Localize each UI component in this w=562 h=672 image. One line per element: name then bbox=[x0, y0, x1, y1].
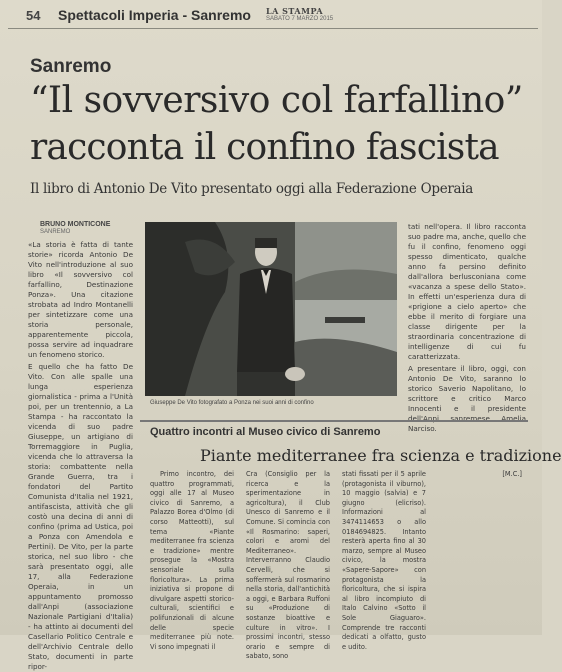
issue-date: SABATO 7 MARZO 2015 bbox=[266, 16, 334, 22]
sidebar-paragraph: Cra (Consiglio per la ricerca e la sperimentazione in agricoltura), il Club Unesco di Sanremo e il Comune. Si comincia con «Il Rosmarino: saperi, colori e aromi del Mediterraneo». Interverranno Claudio Cervelli, che si soffermerà sul rosmarino nella storia, dall'antichità a oggi, e Barbara Ruffoni su «Produzione di sostanze bioattive e culture in vitro». I prossimi incontri, stesso orario e sempre di sabato, sono bbox=[246, 470, 330, 661]
article-kicker: Sanremo bbox=[30, 56, 112, 77]
sidebar-kicker: Quattro incontri al Museo civico di Sanremo bbox=[150, 426, 381, 438]
page-header bbox=[8, 4, 538, 29]
article-deck: Il libro di Antonio De Vito presentato oggi alla Federazione Operaia bbox=[30, 181, 474, 197]
section-title: Spettacoli Imperia - Sanremo bbox=[58, 7, 251, 23]
article-photo bbox=[145, 222, 397, 396]
newspaper-logo: LA STAMPA bbox=[266, 6, 324, 16]
article-column-4 bbox=[408, 222, 526, 433]
author-byline: BRUNO MONTICONE bbox=[40, 221, 111, 228]
sidebar-column-3 bbox=[342, 470, 426, 651]
article-paragraph: «La storia è fatta di tante storie» ricorda Antonio De Vito nell'introduzione al suo libro «Il sovversivo col farfallino, Destinazione Ponza». Una citazione strobata ad Indro Montanelli per sintetizzare come una storia personale, apparentemente piccola, possa servire ad inquadrare un fenomeno storico. bbox=[28, 240, 133, 359]
sidebar-paragraph: stati fissati per il 5 aprile (protagonista il viburno), 10 maggio (salvia) e 7 giugno (elicriso). Informazioni al 3474114653 o allo 0184694825. Intanto resterà aperta fino al 30 marzo, sempre al Museo civico, la mostra «Sapere-Sapore» con protagonista la floricoltura, che si ispira al libro incompiuto di Italo Calvino «Sotto il Sole Giaguaro». Comprende tre racconti dedicati a olfatto, gusto e udito. bbox=[342, 470, 426, 651]
sidebar-paragraph: Primo incontro, dei quattro programmati, oggi alle 17 al Museo civico di Sanremo, a Palazzo Borea d'Olmo (di corso Matteotti), sul tema «Piante mediterranee fra scienza e tradizione» mentre prosegue la «Mostra sensoriale sulla floricoltura». La prima iniziativa si propone di divulgare aspetti storico-culturali, scientifici e polifunzionali di alcune delle specie mediterranee più note. Vi sono impegnati il bbox=[150, 470, 234, 651]
headline-line-1: “Il sovversivo col farfallino” bbox=[30, 80, 523, 121]
photo-caption: Giuseppe De Vito fotografato a Ponza nei suoi anni di confino bbox=[150, 400, 314, 406]
article-paragraph: E quello che ha fatto De Vito. Con alle spalle una lunga esperienza giornalistica - prima a l'Unità poi, per un trentennio, a La Stampa - ha raccontato la vicenda di suo padre Giuseppe, un artigiano di Torremaggiore in Puglia, vicenda che lo attraversa la storia: combattente nella Grande Guerra, tra i fondatori del Partito Comunista d'Italia nel 1921, antifascista, attività che gli costò una decina di anni di confino (prima ad Ustica, poi a Ponza con Amendola e Pertini). De Vito, per la parte storica, nel suo libro - che sarà presentato oggi, alle 17, alla Federazione Operaia, in un appuntamento promosso dall'Anpi (associazione Nazionale Partigiani d'Italia) - ha attinto ai documenti del Casellario Politico Centrale e dell'Archivio Centrale dello Stato, documenti in parte ripor- bbox=[28, 362, 133, 671]
sidebar-column-2 bbox=[246, 470, 330, 661]
sidebar-column-1 bbox=[150, 470, 234, 651]
byline-place: SANREMO bbox=[40, 229, 71, 235]
article-paragraph: A presentare il libro, oggi, con Antonio De Vito, saranno lo storico Saverio Napolitano, lo scrittore e critico Marco Innocenti e il presidente dell'Anpi sanremese Amelia Narciso. bbox=[408, 364, 526, 433]
photo-illustration bbox=[145, 222, 397, 396]
headline-line-2: racconta il confino fascista bbox=[30, 127, 499, 168]
sidebar-signature: [M.C.] bbox=[502, 470, 522, 478]
page-number: 54 bbox=[26, 8, 41, 23]
sidebar-title: Piante mediterranee fra scienza e tradizione bbox=[200, 446, 562, 465]
article-column-1 bbox=[28, 240, 133, 671]
sidebar-column-4 bbox=[438, 470, 522, 620]
article-paragraph: tati nell'opera. Il libro racconta suo padre ma, anche, quello che fu il confino, fenomeno oggi spesso dimenticato, qualche anno fa persino definito dall'allora berlusconiana come «vacanza a spese dello Stato». In effetti un'esperienza dura di «prigione a cielo aperto» che ebbe il merito di forgiare una classe dirigente per la straordinaria concentrazione di intelligenze di cui fu caratterizzata. bbox=[408, 222, 526, 361]
